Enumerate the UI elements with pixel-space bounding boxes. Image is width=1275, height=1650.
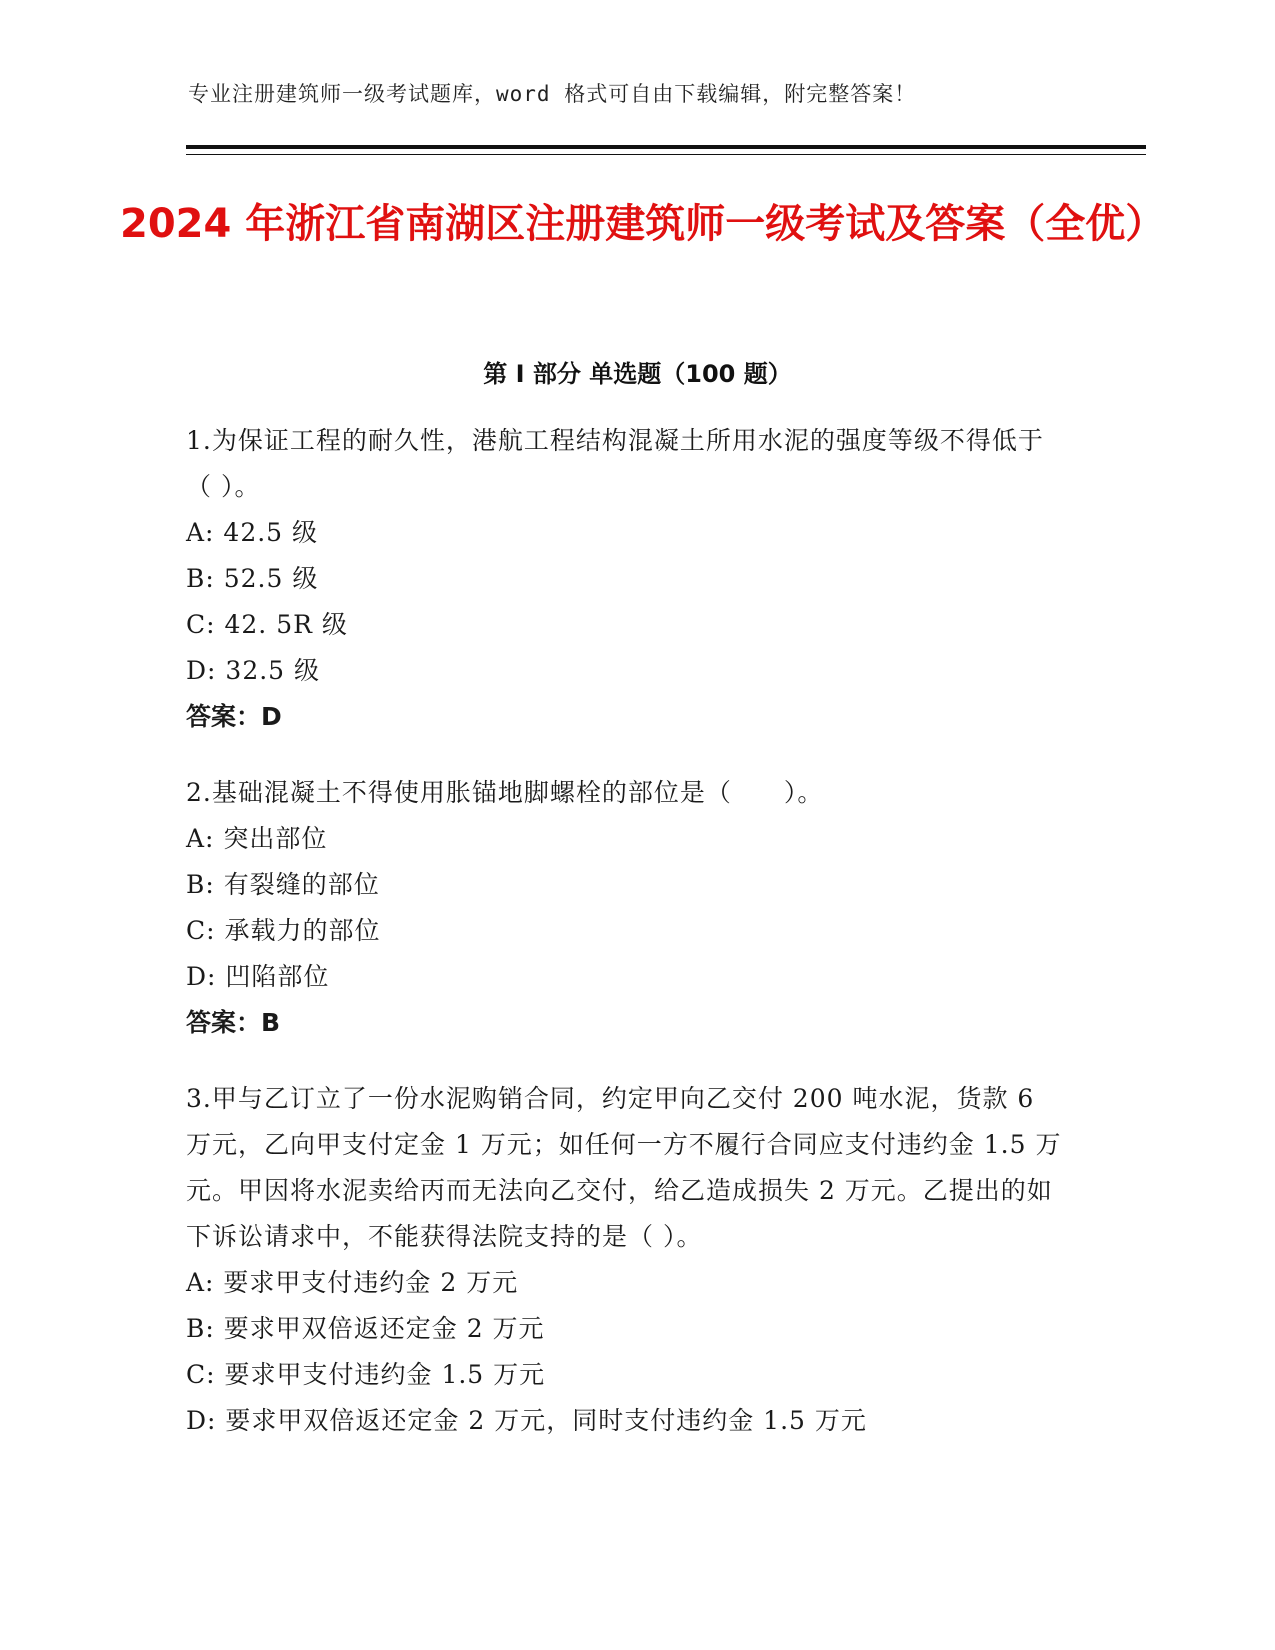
- question-3: [186, 1076, 1066, 1444]
- option-c: C: 要求甲支付违约金 1.5 万元: [186, 1360, 546, 1389]
- option-b: B: 要求甲双倍返还定金 2 万元: [186, 1314, 545, 1343]
- option-a: A: 要求甲支付违约金 2 万元: [186, 1268, 519, 1297]
- answer: 答案：D: [186, 702, 282, 731]
- option-a: A: 突出部位: [186, 824, 328, 853]
- question-1: [186, 418, 1066, 740]
- header-rule-thick: [186, 145, 1146, 149]
- option-c: C: 承载力的部位: [186, 916, 381, 945]
- option-d: D: 凹陷部位: [186, 962, 330, 991]
- question-text: 2.基础混凝土不得使用胀锚地脚螺栓的部位是（ ）。: [186, 778, 824, 807]
- document-title: 2024 年浙江省南湖区注册建筑师一级考试及答案（全优）: [120, 201, 1166, 247]
- question-text: 3.甲与乙订立了一份水泥购销合同，约定甲向乙交付 200 吨水泥，货款 6 万元，乙向甲支付定金 1 万元；如任何一方不履行合同应支付违约金 1.5 万元。甲因将水泥卖给丙而无法向乙交付，给乙造成损失 2 万元。乙提出的如下诉讼请求中，不能获得法院支持的是（ ）。: [186, 1084, 1062, 1251]
- answer: 答案：B: [186, 1008, 281, 1037]
- question-text: 1.为保证工程的耐久性，港航工程结构混凝土所用水泥的强度等级不得低于（ ）。: [186, 426, 1044, 501]
- header-note: 专业注册建筑师一级考试题库，word 格式可自由下载编辑，附完整答案！: [188, 82, 917, 106]
- option-b: B: 52.5 级: [186, 564, 319, 593]
- option-b: B: 有裂缝的部位: [186, 870, 380, 899]
- header-rule-thin: [186, 154, 1146, 155]
- option-d: D: 32.5 级: [186, 656, 321, 685]
- question-2: [186, 770, 1066, 1046]
- option-a: A: 42.5 级: [186, 518, 319, 547]
- section-heading: 第 I 部分 单选题（100 题）: [483, 360, 792, 388]
- option-d: D: 要求甲双倍返还定金 2 万元，同时支付违约金 1.5 万元: [186, 1406, 867, 1435]
- option-c: C: 42. 5R 级: [186, 610, 348, 639]
